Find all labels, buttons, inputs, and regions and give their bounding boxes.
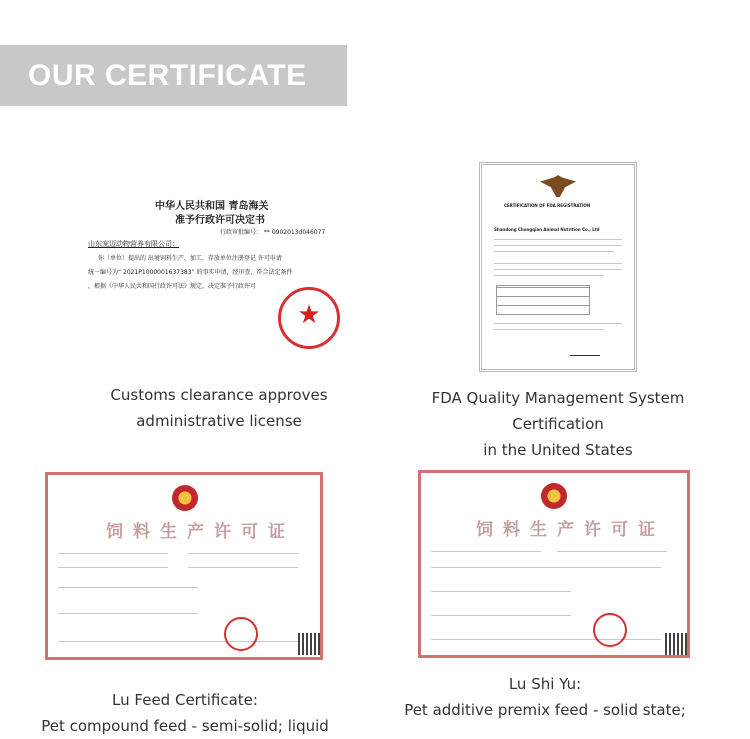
- divider: [494, 269, 622, 270]
- doc-body-line-2: 统一编号为“ 2021P1000001637383” 的事实申请，经审查，符合法定条件: [88, 269, 293, 276]
- fda-registration-table: [496, 285, 590, 315]
- fda-certificate-image: [479, 162, 637, 372]
- red-seal-stamp: [224, 617, 258, 651]
- customs-caption: [70, 382, 368, 434]
- section-banner: [0, 45, 347, 106]
- divider: [494, 323, 622, 324]
- fda-doc-title: CERTIFICATION OF FDA REGISTRATION: [504, 203, 591, 208]
- divider: [431, 551, 541, 552]
- seal-star-icon: ★: [297, 300, 321, 330]
- doc-ref: 行政审批编号： ** 0902013d046077: [220, 229, 326, 236]
- divider: [431, 615, 571, 616]
- doc-title-1: 中华人民共和国 青岛海关: [155, 201, 269, 212]
- divider: [188, 567, 298, 568]
- doc-title-2: 准予行政许可决定书: [175, 215, 265, 226]
- divider: [188, 553, 298, 554]
- national-emblem-icon: [541, 483, 567, 509]
- signature: [570, 343, 600, 356]
- doc-company: 山东宠迈动物营养有限公司：: [88, 240, 179, 248]
- divider: [58, 567, 168, 568]
- feed-license-image-2: [418, 470, 690, 658]
- customs-license-image: [80, 185, 370, 360]
- divider: [431, 567, 661, 568]
- divider: [494, 329, 604, 330]
- red-seal-stamp: [593, 613, 627, 647]
- caption-line-1: Lu Shi Yu:: [508, 675, 582, 693]
- divider: [494, 245, 622, 246]
- qr-code: [665, 633, 687, 655]
- divider: [58, 613, 198, 614]
- divider: [58, 553, 168, 554]
- caption-line-2: Pet compound feed - semi-solid; liquid: [41, 717, 329, 735]
- divider: [431, 591, 571, 592]
- national-emblem-icon: [172, 485, 198, 511]
- divider: [494, 239, 622, 240]
- divider: [557, 551, 667, 552]
- license-title: 饲料生产许可证: [106, 522, 295, 542]
- caption-line-1: Lu Feed Certificate:: [112, 691, 258, 709]
- fda-doc-company: Shandong Chongqian Animal Nutrition Co., Ltd: [494, 227, 600, 232]
- divider: [431, 639, 661, 640]
- caption-line-2: in the United States: [483, 441, 633, 459]
- divider: [494, 251, 614, 252]
- doc-body-line-3: ，根据《中华人民共和国行政许可法》规定，决定准予行政许可: [88, 283, 257, 290]
- feed-license-image-1: [45, 472, 323, 660]
- fda-caption: [392, 385, 724, 463]
- license-title: 饲料生产许可证: [476, 520, 665, 540]
- feed-caption-1: [30, 687, 340, 739]
- caption-line-2: administrative license: [136, 412, 302, 430]
- divider: [58, 587, 198, 588]
- divider: [494, 275, 604, 276]
- caption-line-2: Pet additive premix feed - solid state;: [404, 701, 686, 719]
- doc-body-line-1: 你（单位）提出的 出境饲料生产、加工、存放单位注册登记 许可申请: [98, 255, 282, 262]
- section-title: OUR CERTIFICATE: [28, 59, 307, 92]
- caption-line-1: FDA Quality Management System Certification: [431, 389, 685, 433]
- divider: [494, 263, 622, 264]
- feed-caption-2: [395, 671, 695, 723]
- caption-line-1: Customs clearance approves: [110, 386, 328, 404]
- qr-code: [298, 633, 320, 655]
- eagle-emblem-icon: [540, 175, 576, 197]
- divider: [58, 641, 298, 642]
